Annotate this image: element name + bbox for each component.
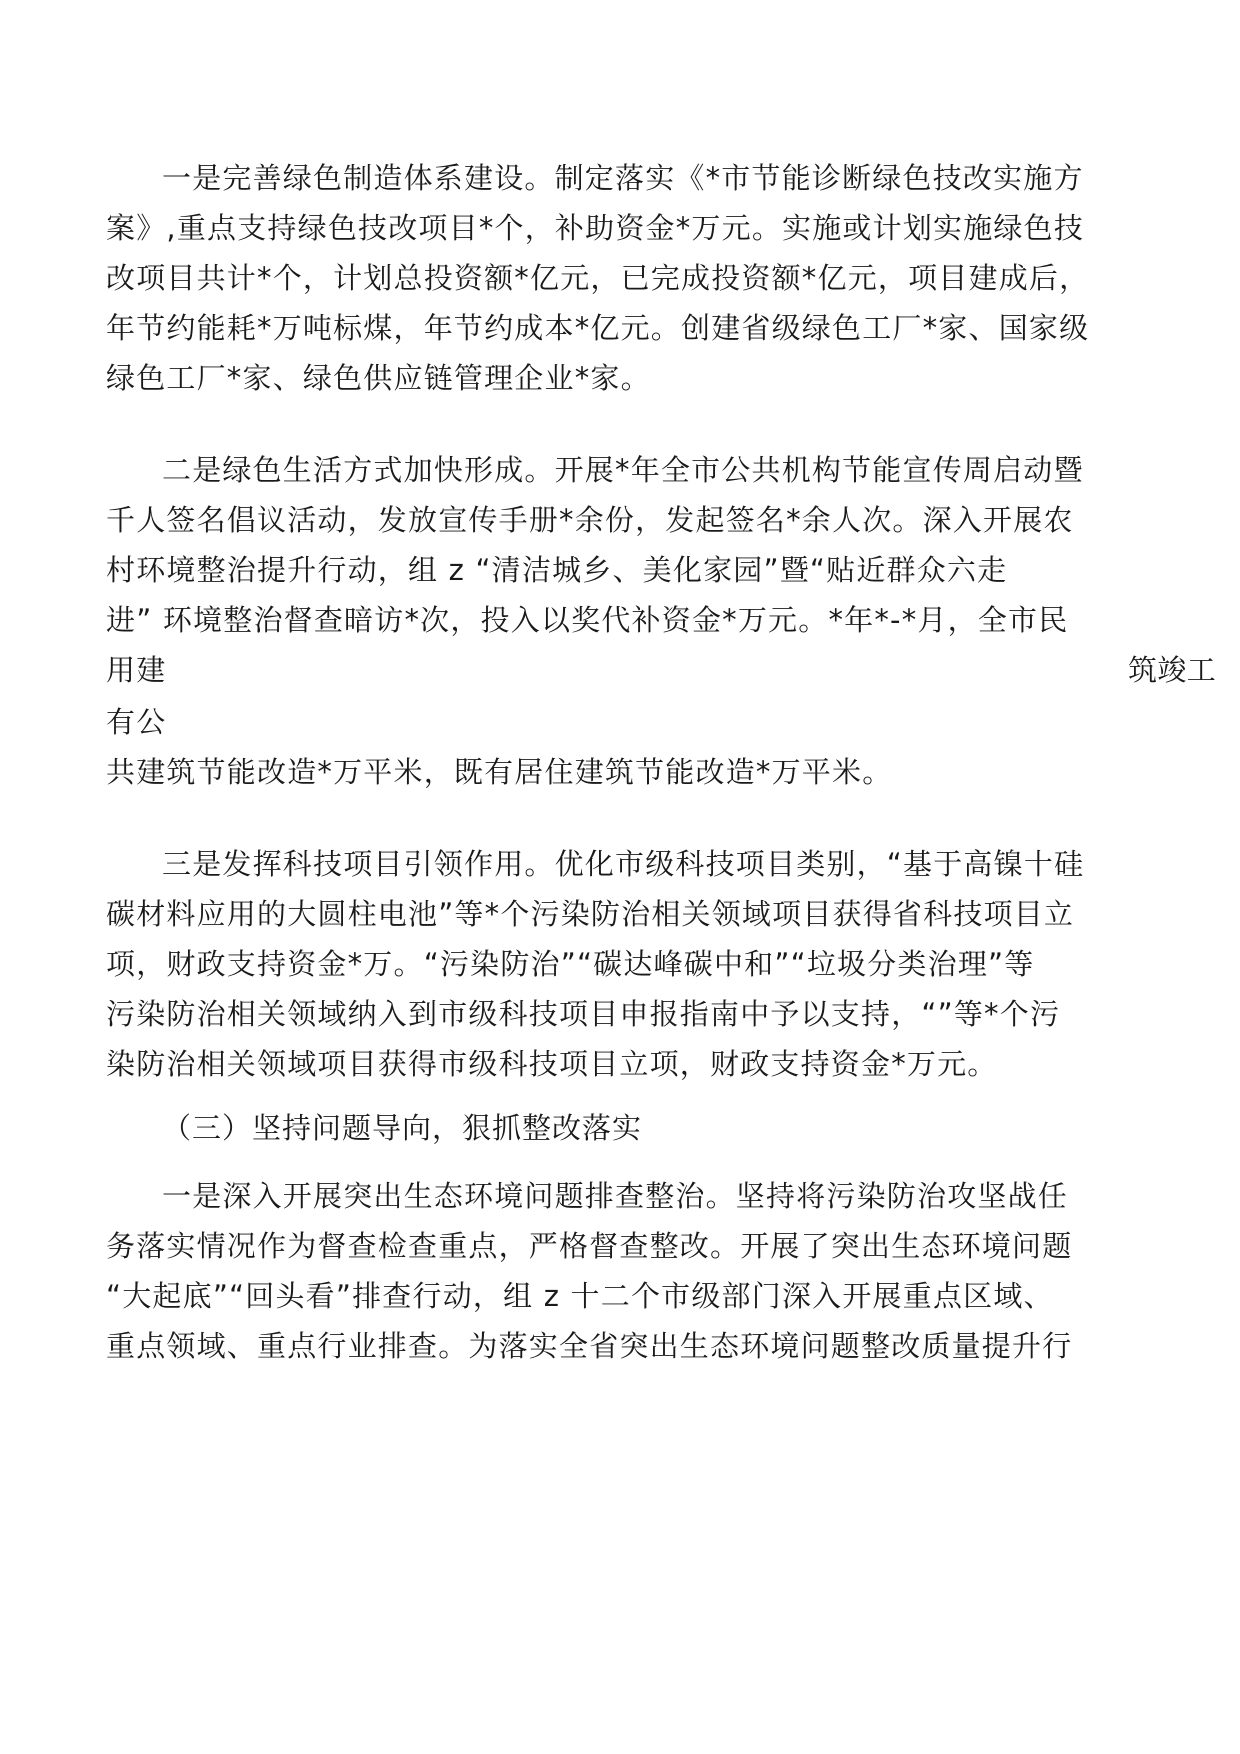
paragraph-2-line-4: 进” 环境整治督查暗访*次，投入以奖代补资金*万元。*年*-*月，全市民 xyxy=(106,603,1069,637)
paragraph-1-line-2: 案》,重点支持绿色技改项目*个，补助资金*万元。实施或计划实施绿色技 xyxy=(106,211,1085,245)
paragraph-2-line-2: 千人签名倡议活动，发放宣传手册*余份，发起签名*余人次。深入开展农 xyxy=(106,503,1074,537)
paragraph-4-line-3: “大起底”“回头看”排查行动，组 z 十二个市级部门深入开展重点区域、 xyxy=(106,1279,1054,1313)
paragraph-2-line-3: 村环境整治提升行动，组 z “清洁城乡、美化家园”暨“贴近群众六走 xyxy=(106,553,1008,587)
paragraph-4-line-4: 重点领域、重点行业排查。为落实全省突出生态环境问题整改质量提升行 xyxy=(106,1329,1073,1363)
paragraph-2-line-5: 用建 xyxy=(106,653,167,687)
paragraph-1-line-1: 一是完善绿色制造体系建设。制定落实《*市节能诊断绿色技改实施方 xyxy=(162,161,1084,195)
paragraph-3-line-5: 染防治相关领域项目获得市级科技项目立项，财政支持资金*万元。 xyxy=(106,1047,998,1081)
paragraph-3-line-4: 污染防治相关领域纳入到市级科技项目申报指南中予以支持，“”等*个污 xyxy=(106,997,1061,1031)
paragraph-2-line-5-continued: 筑竣工 xyxy=(1128,653,1217,687)
paragraph-3-line-1: 三是发挥科技项目引领作用。优化市级科技项目类别，“基于高镍十硅 xyxy=(162,847,1085,881)
paragraph-1-line-3: 改项目共计*个，计划总投资额*亿元，已完成投资额*亿元，项目建成后， xyxy=(106,261,1090,295)
paragraph-3-line-2: 碳材料应用的大圆柱电池”等*个污染防治相关领域项目获得省科技项目立 xyxy=(106,897,1075,931)
paragraph-2-line-1: 二是绿色生活方式加快形成。开展*年全市公共机构节能宣传周启动暨 xyxy=(162,453,1084,487)
paragraph-2-line-7: 共建筑节能改造*万平米，既有居住建筑节能改造*万平米。 xyxy=(106,755,893,789)
paragraph-1-line-4: 年节约能耗*万吨标煤，年节约成本*亿元。创建省级绿色工厂*家、国家级 xyxy=(106,311,1090,345)
paragraph-1-line-5: 绿色工厂*家、绿色供应链管理企业*家。 xyxy=(106,361,651,395)
paragraph-4-line-1: 一是深入开展突出生态环境问题排查整治。坚持将污染防治攻坚战任 xyxy=(162,1179,1069,1213)
paragraph-2-line-6: 有公 xyxy=(106,705,167,739)
section-heading: （三）坚持问题导向，狠抓整改落实 xyxy=(162,1111,643,1145)
paragraph-3-line-3: 项，财政支持资金*万。“污染防治”“碳达峰碳中和”“垃圾分类治理”等 xyxy=(106,947,1035,981)
paragraph-4-line-2: 务落实情况作为督查检查重点，严格督查整改。开展了突出生态环境问题 xyxy=(106,1229,1073,1263)
